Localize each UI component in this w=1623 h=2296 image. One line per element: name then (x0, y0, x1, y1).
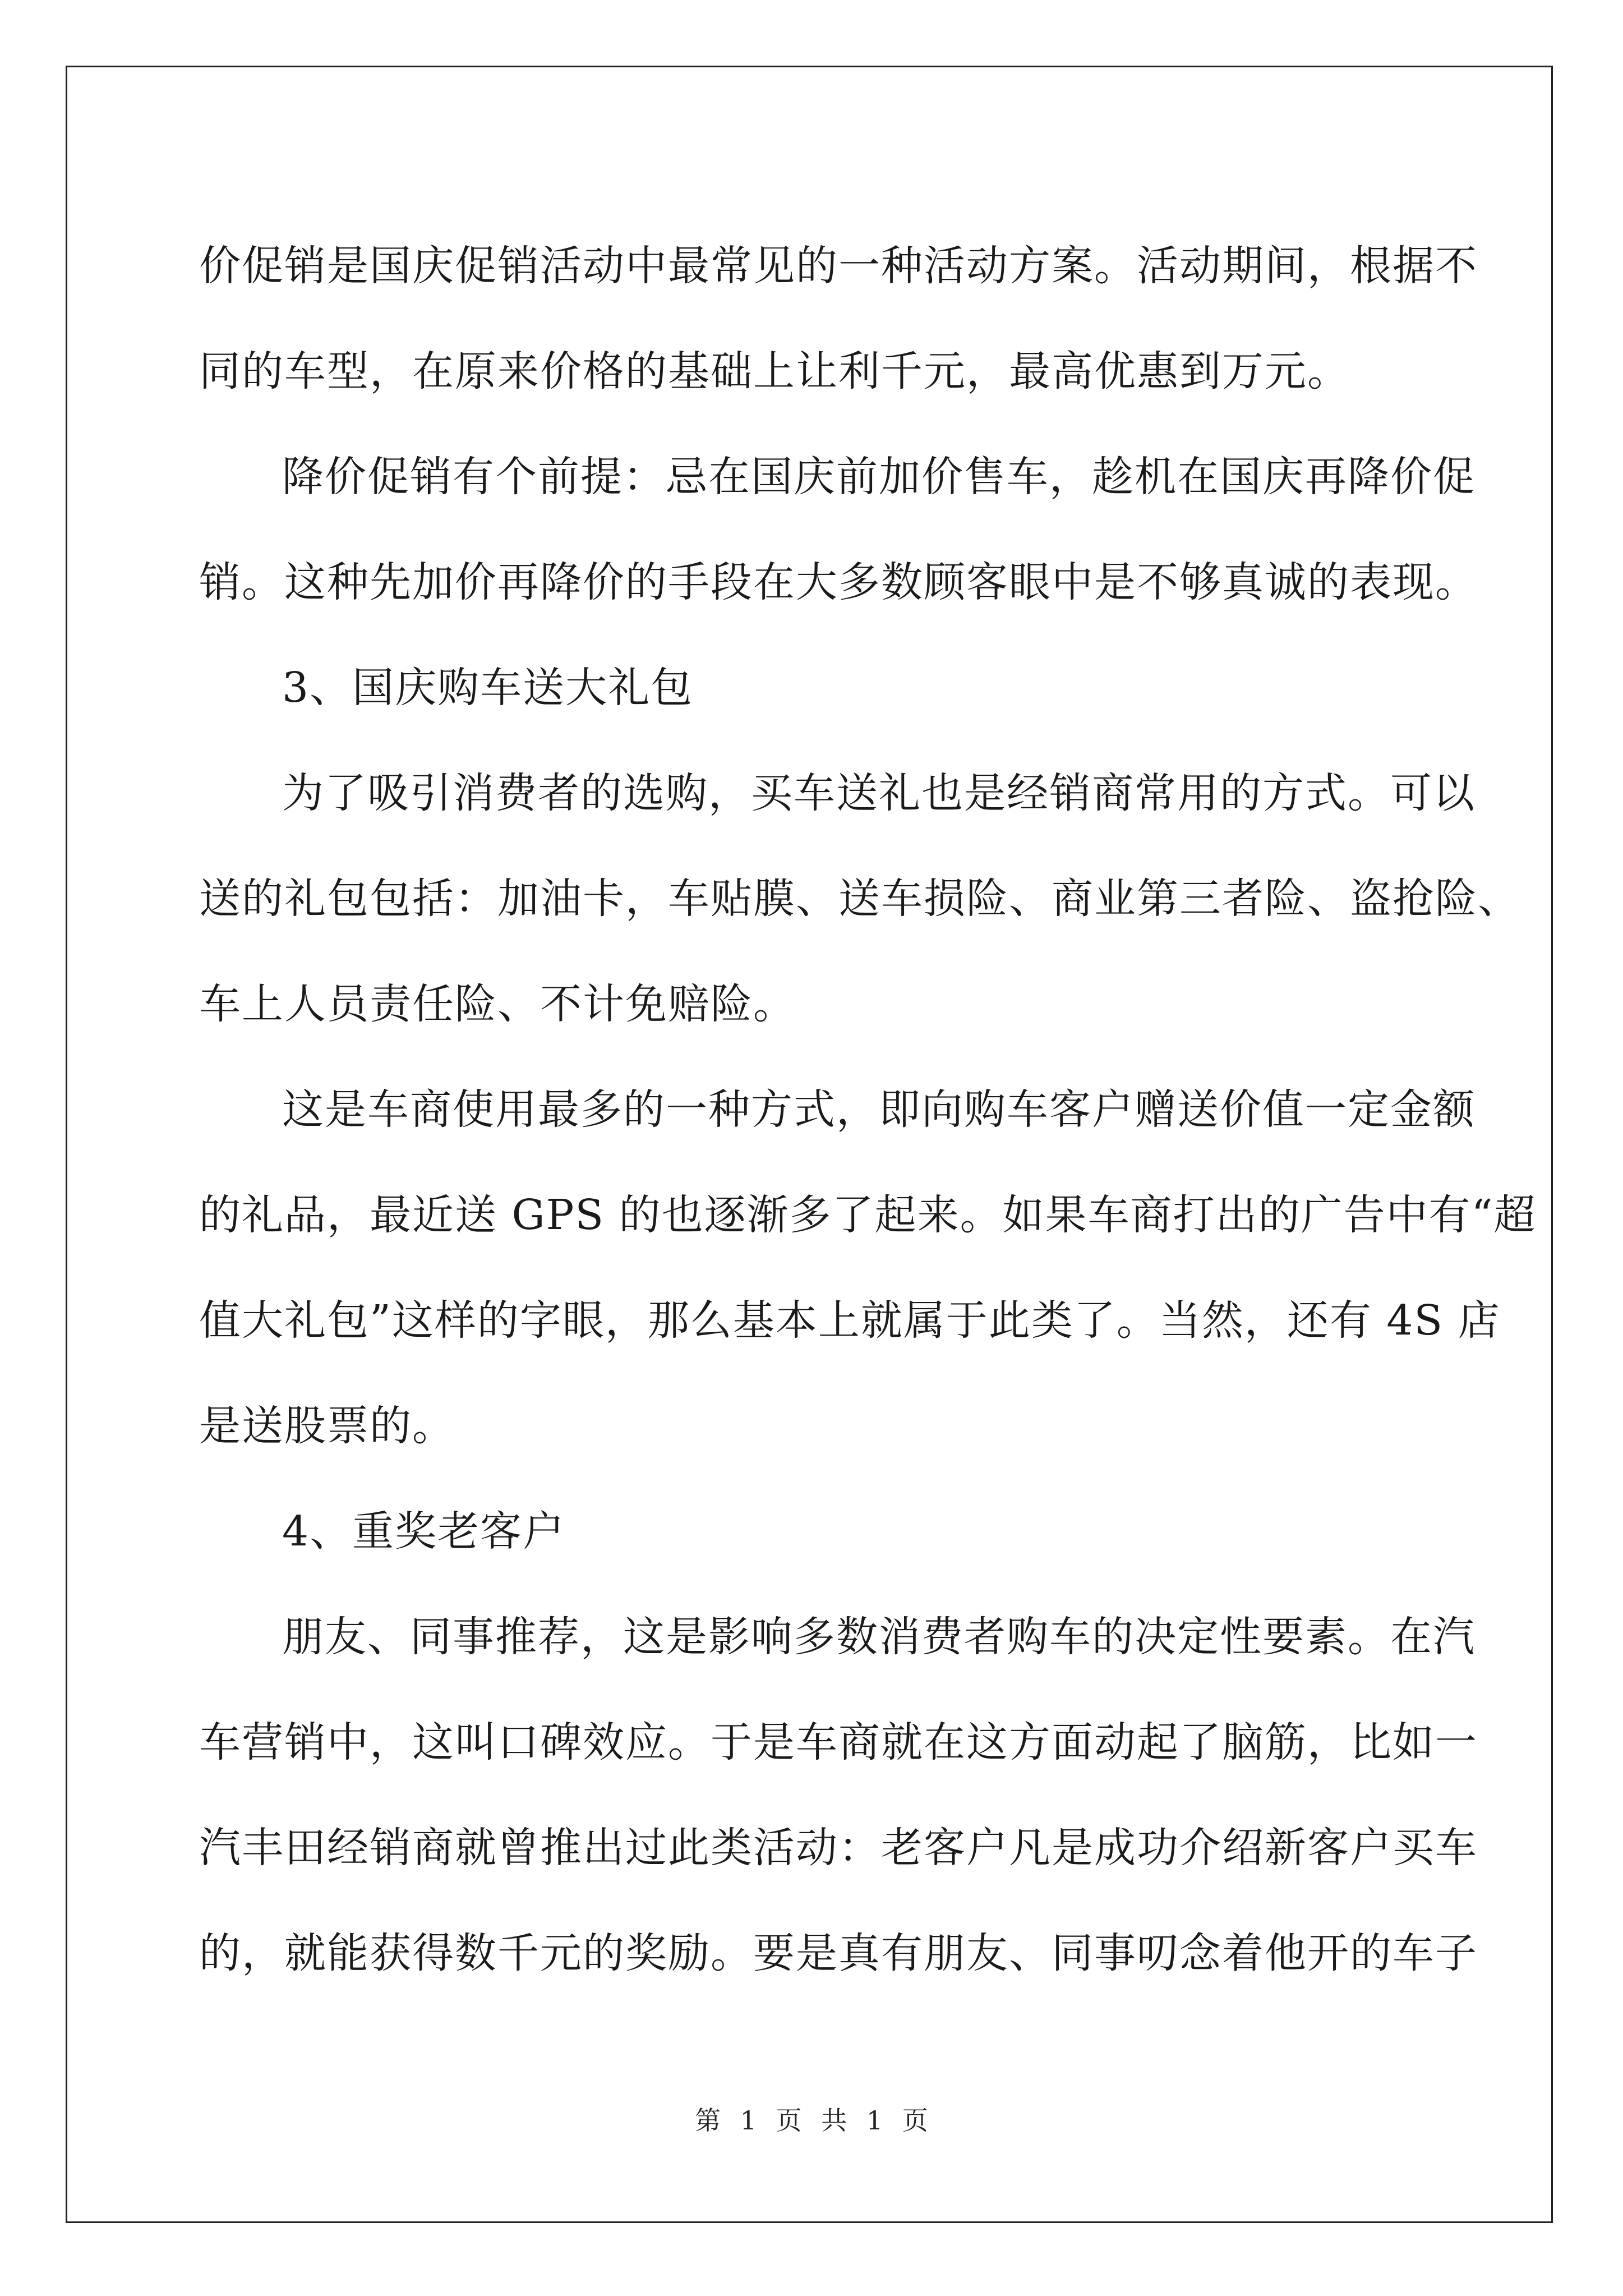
section-heading: 3、国庆购车送大礼包 (282, 664, 694, 712)
text-line: 汽丰田经销商就曾推出过此类活动：老客户凡是成功介绍新客户买车 (199, 1824, 1478, 1872)
text-line: 值大礼包”这样的字眼，那么基本上就属于此类了。当然，还有 4S 店 (199, 1296, 1501, 1345)
text-line: 降价促销有个前提：忌在国庆前加价售车，趁机在国庆再降价促 (282, 453, 1476, 501)
text-line: 的，就能获得数千元的奖励。要是真有朋友、同事叨念着他开的车子 (199, 1929, 1478, 1977)
text-line: 价促销是国庆促销活动中最常见的一种活动方案。活动期间，根据不 (199, 242, 1478, 290)
text-line: 这是车商使用最多的一种方式，即向购车客户赠送价值一定金额 (282, 1085, 1476, 1134)
text-line: 朋友、同事推荐，这是影响多数消费者购车的决定性要素。在汽 (282, 1613, 1476, 1661)
text-line: 的礼品，最近送 GPS 的也逐渐多了起来。如果车商打出的广告中有“超 (199, 1191, 1537, 1239)
document-body (199, 213, 1537, 2006)
text-line: 为了吸引消费者的选购，买车送礼也是经销商常用的方式。可以 (282, 769, 1476, 817)
page-number-footer: 第 1 页 共 1 页 (695, 2105, 928, 2136)
text-line: 送的礼包包括：加油卡，车贴膜、送车损险、商业第三者险、盗抢险、 (199, 875, 1520, 923)
text-line: 是送股票的。 (199, 1402, 455, 1450)
section-heading: 4、重奖老客户 (282, 1507, 566, 1556)
text-line: 车营销中，这叫口碑效应。于是车商就在这方面动起了脑筋，比如一 (199, 1718, 1478, 1766)
text-line: 车上人员责任险、不计免赔险。 (199, 980, 796, 1028)
text-line: 销。这种先加价再降价的手段在大多数顾客眼中是不够真诚的表现。 (199, 558, 1478, 606)
text-line: 同的车型，在原来价格的基础上让利千元，最高优惠到万元。 (199, 347, 1350, 395)
